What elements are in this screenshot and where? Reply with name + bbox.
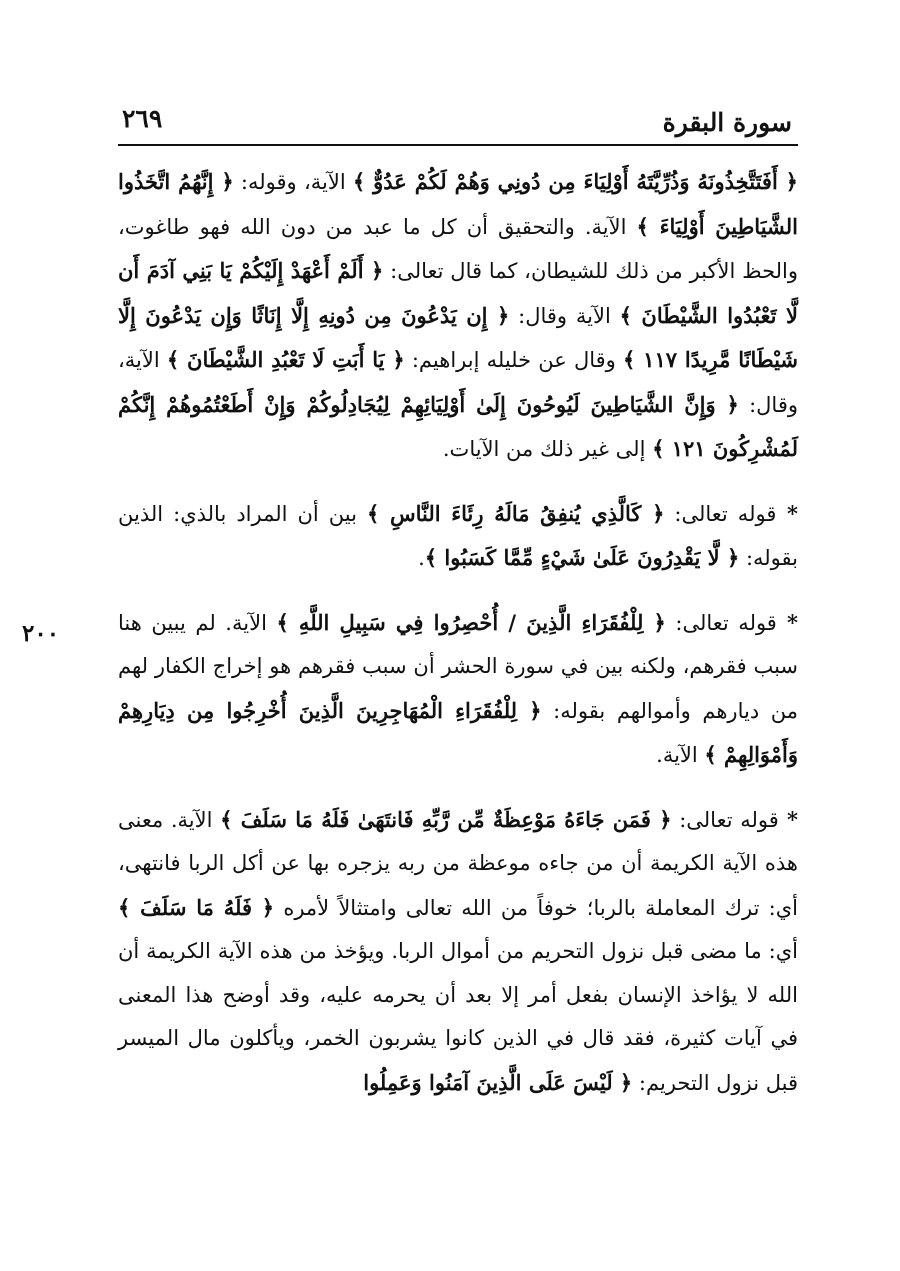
body-text: قوله تعالى:	[671, 807, 779, 832]
quran-verse: ﴿ لَيْسَ عَلَى الَّذِينَ آمَنُوا وَعَمِلُوا	[363, 1069, 633, 1095]
quran-verse: ﴿ فَلَهُ مَا سَلَفَ ﴾	[118, 894, 275, 920]
page-body	[118, 160, 798, 1105]
bullet-marker: *	[776, 609, 799, 635]
body-text: الآية. معنى هذه الآية الكريمة أن من جاءه موعظة من ربه يزجره بها عن أكل الربا فانتهى، أي: ترك المعاملة بالربا؛ خوفاً من الله تعالى وامتثالاً لأمره	[118, 807, 798, 920]
document-page	[118, 100, 798, 1230]
body-text: الآية، وقال:	[118, 348, 799, 417]
quran-verse: ﴿ فَمَن جَاءَهُ مَوْعِظَةٌ مِّن رَّبِّهِ فَانتَهَىٰ فَلَهُ مَا سَلَفَ ﴾	[220, 806, 672, 832]
body-text: قوله تعالى:	[665, 610, 777, 635]
paragraph-taghut	[118, 160, 798, 472]
bullet-marker: *	[776, 500, 799, 526]
quran-verse: ﴿ وَإِنَّ الشَّيَاطِينَ لَيُوحُونَ إِلَىٰ أَوْلِيَائِهِمْ لِيُجَادِلُوكُمْ وَإِنْ أَطَعْتُمُوهُمْ إِنَّكُمْ لَمُشْرِكُونَ ١٢١ ﴾	[118, 391, 798, 461]
quran-verse: ﴿ لِلْفُقَرَاءِ الَّذِينَ / أُحْصِرُوا فِي سَبِيلِ اللَّهِ ﴾	[276, 609, 666, 635]
page-header	[118, 100, 798, 146]
quran-verse: ﴿ كَالَّذِي يُنفِقُ مَالَهُ رِئَاءَ النَّاسِ ﴾	[367, 500, 665, 526]
page-number: ٢٦٩	[122, 104, 163, 133]
quran-verse: ﴿ أَفَتَتَّخِذُونَهُ وَذُرِّيَّتَهُ أَوْلِيَاءَ مِن دُونِي وَهُمْ لَكُمْ عَدُوٌّ ﴾	[352, 169, 798, 194]
quran-verse: ﴿ يَا أَبَتِ لَا تَعْبُدِ الشَّيْطَانَ ﴾	[166, 347, 405, 372]
body-text: قوله تعالى:	[664, 501, 777, 526]
body-text: الآية.	[656, 743, 705, 767]
paragraph-riba	[118, 798, 798, 1106]
quran-verse: ﴿ إِنَّهُمُ اتَّخَذُوا الشَّيَاطِينَ أَوْلِيَاءَ ﴾	[118, 169, 799, 239]
paragraph-riaa	[118, 492, 798, 581]
body-text: الآية، وقوله:	[233, 170, 353, 194]
quran-verse: ﴿ إِن يَدْعُونَ مِن دُونِهِ إِلَّا إِنَاثًا وَإِن يَدْعُونَ إِلَّا شَيْطَانًا مَّرِيدًا ١١٧ ﴾	[118, 302, 799, 372]
body-text: أي: ما مضى قبل نزول التحريم من أموال الربا. ويؤخذ من هذه الآية الكريمة أن الله لا يؤاخذ الإنسان بفعل أمر إلا بعد أن يحرمه عليه، وقد أوضح هذا المعنى في آيات كثيرة، فقد قال في الذين كانوا يشربون الخمر، ويأكلون مال الميسر قبل نزول التحريم:	[118, 939, 798, 1095]
body-text: الآية وقال:	[509, 303, 620, 328]
paragraph-fuqara	[118, 601, 798, 778]
body-text: وقال عن خليله إبراهيم:	[404, 348, 624, 372]
quran-verse: ﴿ لِلْفُقَرَاءِ الْمُهَاجِرِينَ الَّذِينَ أُخْرِجُوا مِن دِيَارِهِمْ وَأَمْوَالِهِمْ ﴾	[118, 697, 798, 767]
body-text: الآية. والتحقيق أن كل ما عبد من دون الله فهو طاغوت، والحظ الأكبر من ذلك للشيطان، كما قال تعالى:	[118, 214, 798, 283]
surah-title: سورة البقرة	[662, 108, 792, 137]
margin-page-note: ٢٠٠	[22, 620, 60, 647]
body-text: بين أن المراد بالذي: الذين بقوله:	[118, 501, 798, 570]
body-text: الآية. لم يبين هنا سبب فقرهم، ولكنه بين في سورة الحشر أن سبب فقرهم هو إخراج الكفار لهم من ديارهم وأموالهم بقوله:	[118, 610, 798, 723]
bullet-marker: *	[778, 806, 799, 832]
body-text: إلى غير ذلك من الآيات.	[442, 437, 653, 461]
body-text: .	[418, 546, 425, 570]
quran-verse: ﴿ لَّا يَقْدِرُونَ عَلَىٰ شَيْءٍ مِّمَّا كَسَبُوا ﴾	[424, 545, 740, 570]
quran-verse: ﴿ أَلَمْ أَعْهَدْ إِلَيْكُمْ يَا بَنِي آدَمَ أَن لَّا تَعْبُدُوا الشَّيْطَانَ ﴾	[118, 258, 798, 328]
